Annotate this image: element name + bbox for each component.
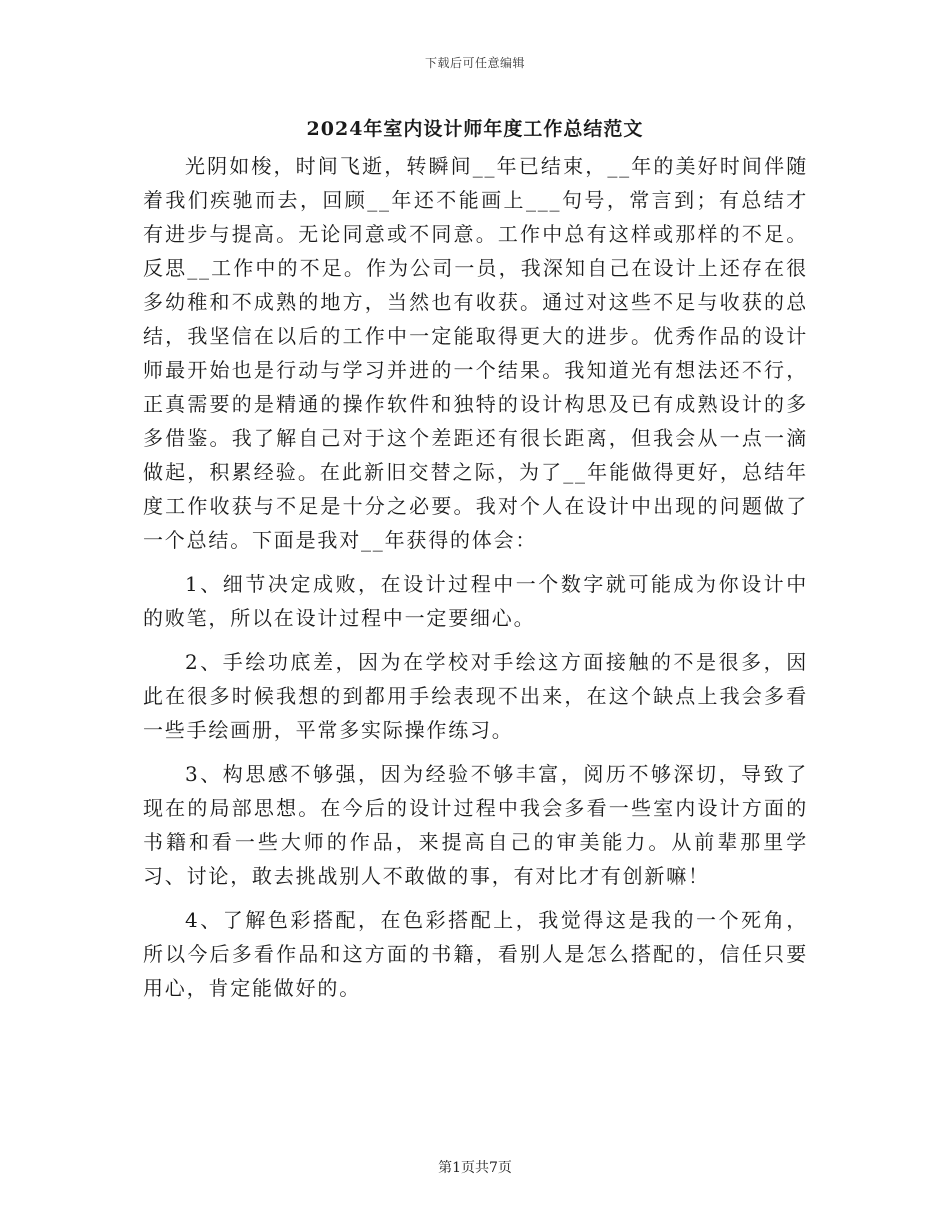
header-note: 下载后可任意编辑: [424, 56, 525, 70]
document-title: 2024年室内设计师年度工作总结范文: [306, 118, 644, 140]
page-number: 第1页共7页: [438, 1160, 512, 1176]
document-body: [143, 149, 808, 1005]
point-2-paragraph: 2、手绘功底差，因为在学校对手绘这方面接触的不是很多，因此在很多时候我想的到都用手绘表现不出来，在这个缺点上我会多看一些手绘画册，平常多实际操作练习。: [143, 650, 808, 742]
intro-paragraph: 光阴如梭，时间飞逝，转瞬间__年已结束，__年的美好时间伴随着我们疾驰而去，回顾__年还不能画上___句号，常言到；有总结才有进步与提高。无论同意或不同意。工作中总有这样或那样的不足。反思__工作中的不足。作为公司一员，我深知自己在设计上还存在很多幼稚和不成熟的地方，当然也有收获。通过对这些不足与收获的总结，我坚信在以后的工作中一定能取得更大的进步。优秀作品的设计师最开始也是行动与学习并进的一个结果。我知道光有想法还不行，正真需要的是精通的操作软件和独特的设计构思及已有成熟设计的多多借鉴。我了解自己对于这个差距还有很长距离，但我会从一点一滴做起，积累经验。在此新旧交替之际，为了__年能做得更好，总结年度工作收获与不足是十分之必要。我对个人在设计中出现的问题做了一个总结。下面是我对__年获得的体会：: [143, 154, 808, 552]
point-1-paragraph: 1、细节决定成败，在设计过程中一个数字就可能成为你设计中的败笔，所以在设计过程中一定要细心。: [143, 572, 808, 630]
point-3-paragraph: 3、构思感不够强，因为经验不够丰富，阅历不够深切，导致了现在的局部思想。在今后的设计过程中我会多看一些室内设计方面的书籍和看一些大师的作品，来提高自己的审美能力。从前辈那里学习、讨论，敢去挑战别人不敢做的事，有对比才有创新嘛！: [143, 762, 808, 888]
point-4-paragraph: 4、了解色彩搭配，在色彩搭配上，我觉得这是我的一个死角，所以今后多看作品和这方面的书籍，看别人是怎么搭配的，信任只要用心，肯定能做好的。: [143, 908, 808, 1000]
